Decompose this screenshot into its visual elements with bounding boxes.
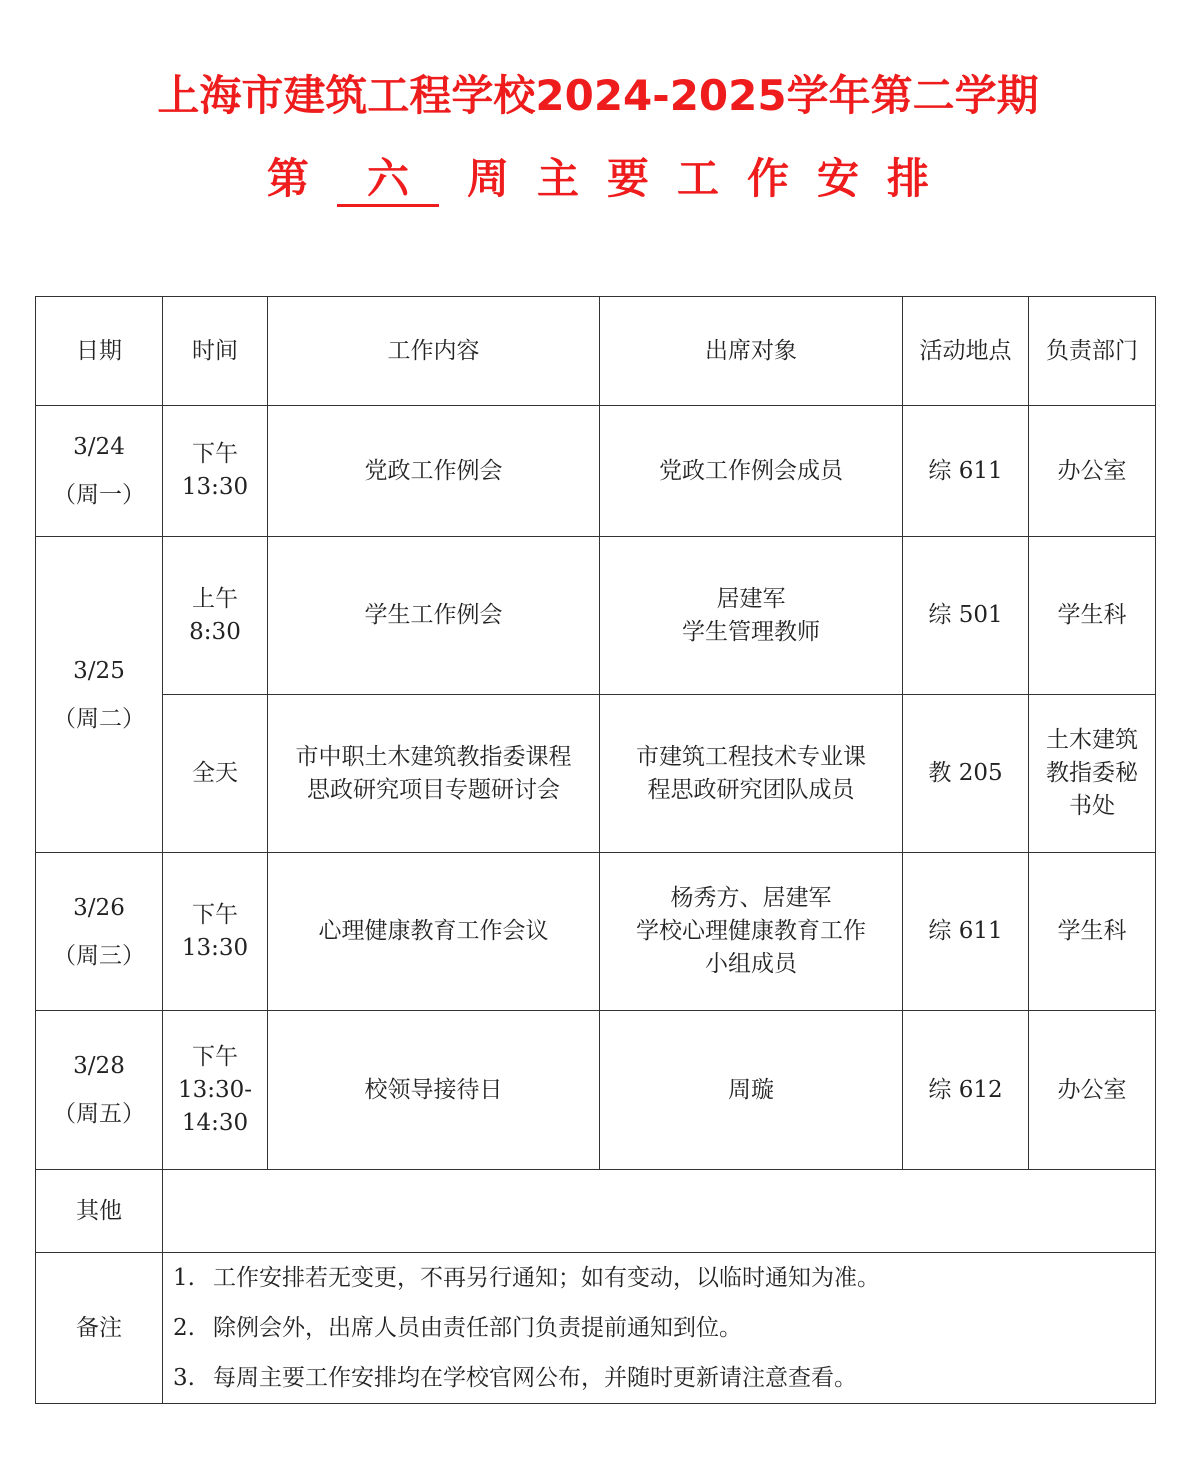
dept-cell	[1029, 406, 1156, 537]
date: 3/28	[73, 1053, 125, 1079]
time-line: 上午	[192, 585, 238, 612]
time-line: 8:30	[189, 618, 241, 645]
location-cell: 综 501	[903, 537, 1029, 695]
content-cell	[268, 1011, 600, 1170]
content-line: 学生工作例会	[364, 602, 503, 628]
note-number: 3.	[173, 1365, 195, 1391]
time-cell	[163, 406, 268, 537]
dept-line: 教指委秘	[1046, 760, 1138, 786]
date: 3/26	[73, 894, 125, 921]
content-cell	[268, 406, 600, 537]
attendees-line: 居建军	[716, 585, 786, 612]
content-cell	[268, 853, 600, 1011]
page-subtitle	[0, 150, 1196, 208]
time-cell	[163, 853, 268, 1011]
dept-line: 办公室	[1057, 1076, 1127, 1103]
time-line: 13:30-	[177, 1076, 253, 1103]
subtitle-char: 要	[606, 154, 649, 203]
header-time: 时间	[163, 297, 268, 406]
date-cell	[36, 853, 163, 1011]
table-row	[36, 695, 1156, 853]
note-number: 2.	[173, 1315, 195, 1341]
subtitle-char: 周	[466, 154, 509, 203]
attendees-line: 市建筑工程技术专业课	[636, 743, 866, 770]
attendees-cell	[600, 695, 903, 853]
content-line: 党政工作例会	[364, 457, 503, 484]
time-line: 下午	[192, 901, 238, 928]
dept-cell	[1029, 695, 1156, 853]
dept-line: 学生科	[1057, 602, 1127, 628]
dept-cell	[1029, 853, 1156, 1011]
content-cell	[268, 537, 600, 695]
page-title: 上海市建筑工程学校2024-2025学年第二学期	[157, 71, 1039, 120]
attendees-line: 周璇	[728, 1076, 774, 1103]
other-label: 其他	[36, 1170, 163, 1253]
notes-label: 备注	[36, 1253, 163, 1404]
note-number: 1.	[173, 1265, 195, 1291]
content-line: 校领导接待日	[364, 1076, 503, 1103]
weekday: （周五）	[53, 1101, 145, 1127]
schedule-table	[35, 296, 1156, 1404]
weekday: （周三）	[53, 942, 145, 969]
note-item	[173, 1303, 1149, 1353]
content-line: 市中职土木建筑教指委课程	[295, 743, 572, 770]
weekday: （周一）	[53, 482, 145, 508]
table-row	[36, 406, 1156, 537]
header-row	[36, 297, 1156, 406]
table-row	[36, 1011, 1156, 1170]
subtitle-char: 工	[677, 154, 720, 203]
note-item	[173, 1253, 1149, 1303]
note-item	[173, 1353, 1149, 1403]
subtitle-char: 排	[887, 154, 930, 203]
attendees-cell	[600, 1011, 903, 1170]
header-dept: 负责部门	[1029, 297, 1156, 406]
dept-line: 书处	[1069, 793, 1115, 819]
note-text: 每周主要工作安排均在学校官网公布，并随时更新请注意查看。	[213, 1365, 857, 1391]
time-line: 下午	[192, 441, 238, 467]
subtitle-char: 主	[536, 154, 579, 203]
week-number: 六	[337, 154, 439, 207]
date-cell	[36, 537, 163, 853]
dept-line: 学生科	[1057, 918, 1127, 944]
date: 3/24	[73, 434, 125, 460]
attendees-cell	[600, 406, 903, 537]
header-attendees: 出席对象	[600, 297, 903, 406]
header-location: 活动地点	[903, 297, 1029, 406]
location-cell: 综 611	[903, 853, 1029, 1011]
content-cell	[268, 695, 600, 853]
attendees-line: 学校心理健康教育工作	[636, 918, 866, 944]
content-line: 思政研究项目专题研讨会	[307, 776, 560, 803]
note-text: 工作安排若无变更，不再另行通知；如有变动，以临时通知为准。	[213, 1265, 880, 1291]
location-cell: 教 205	[903, 695, 1029, 853]
attendees-line: 小组成员	[705, 951, 797, 977]
subtitle-char: 作	[747, 154, 790, 203]
dept-cell	[1029, 1011, 1156, 1170]
time-cell	[163, 537, 268, 695]
attendees-line: 程思政研究团队成员	[647, 776, 855, 803]
attendees-line: 杨秀方、居建军	[670, 885, 832, 911]
content-line: 心理健康教育工作会议	[318, 918, 549, 944]
location-cell: 综 612	[903, 1011, 1029, 1170]
notes-list	[163, 1253, 1156, 1404]
date-cell	[36, 406, 163, 537]
weekday: （周二）	[53, 705, 145, 732]
other-value	[163, 1170, 1156, 1253]
location-cell: 综 611	[903, 406, 1029, 537]
subtitle-char: 安	[817, 154, 860, 203]
table-row	[36, 537, 1156, 695]
attendees-line: 党政工作例会成员	[659, 457, 843, 484]
note-text: 除例会外，出席人员由责任部门负责提前通知到位。	[213, 1315, 742, 1341]
time-line: 14:30	[181, 1109, 249, 1136]
date-cell	[36, 1011, 163, 1170]
attendees-cell	[600, 537, 903, 695]
attendees-line: 学生管理教师	[682, 618, 820, 645]
date: 3/25	[73, 657, 125, 684]
attendees-cell	[600, 853, 903, 1011]
dept-line: 办公室	[1057, 457, 1127, 484]
subtitle-prefix: 第	[266, 154, 309, 203]
dept-cell	[1029, 537, 1156, 695]
other-row	[36, 1170, 1156, 1253]
table-row	[36, 853, 1156, 1011]
time-line: 13:30	[181, 474, 249, 500]
time-line: 下午	[192, 1043, 238, 1070]
header-content: 工作内容	[268, 297, 600, 406]
time-line: 全天	[192, 760, 238, 786]
dept-line: 土木建筑	[1046, 727, 1138, 753]
time-line: 13:30	[181, 934, 249, 961]
header-date: 日期	[36, 297, 163, 406]
time-cell	[163, 695, 268, 853]
notes-row	[36, 1253, 1156, 1404]
time-cell	[163, 1011, 268, 1170]
